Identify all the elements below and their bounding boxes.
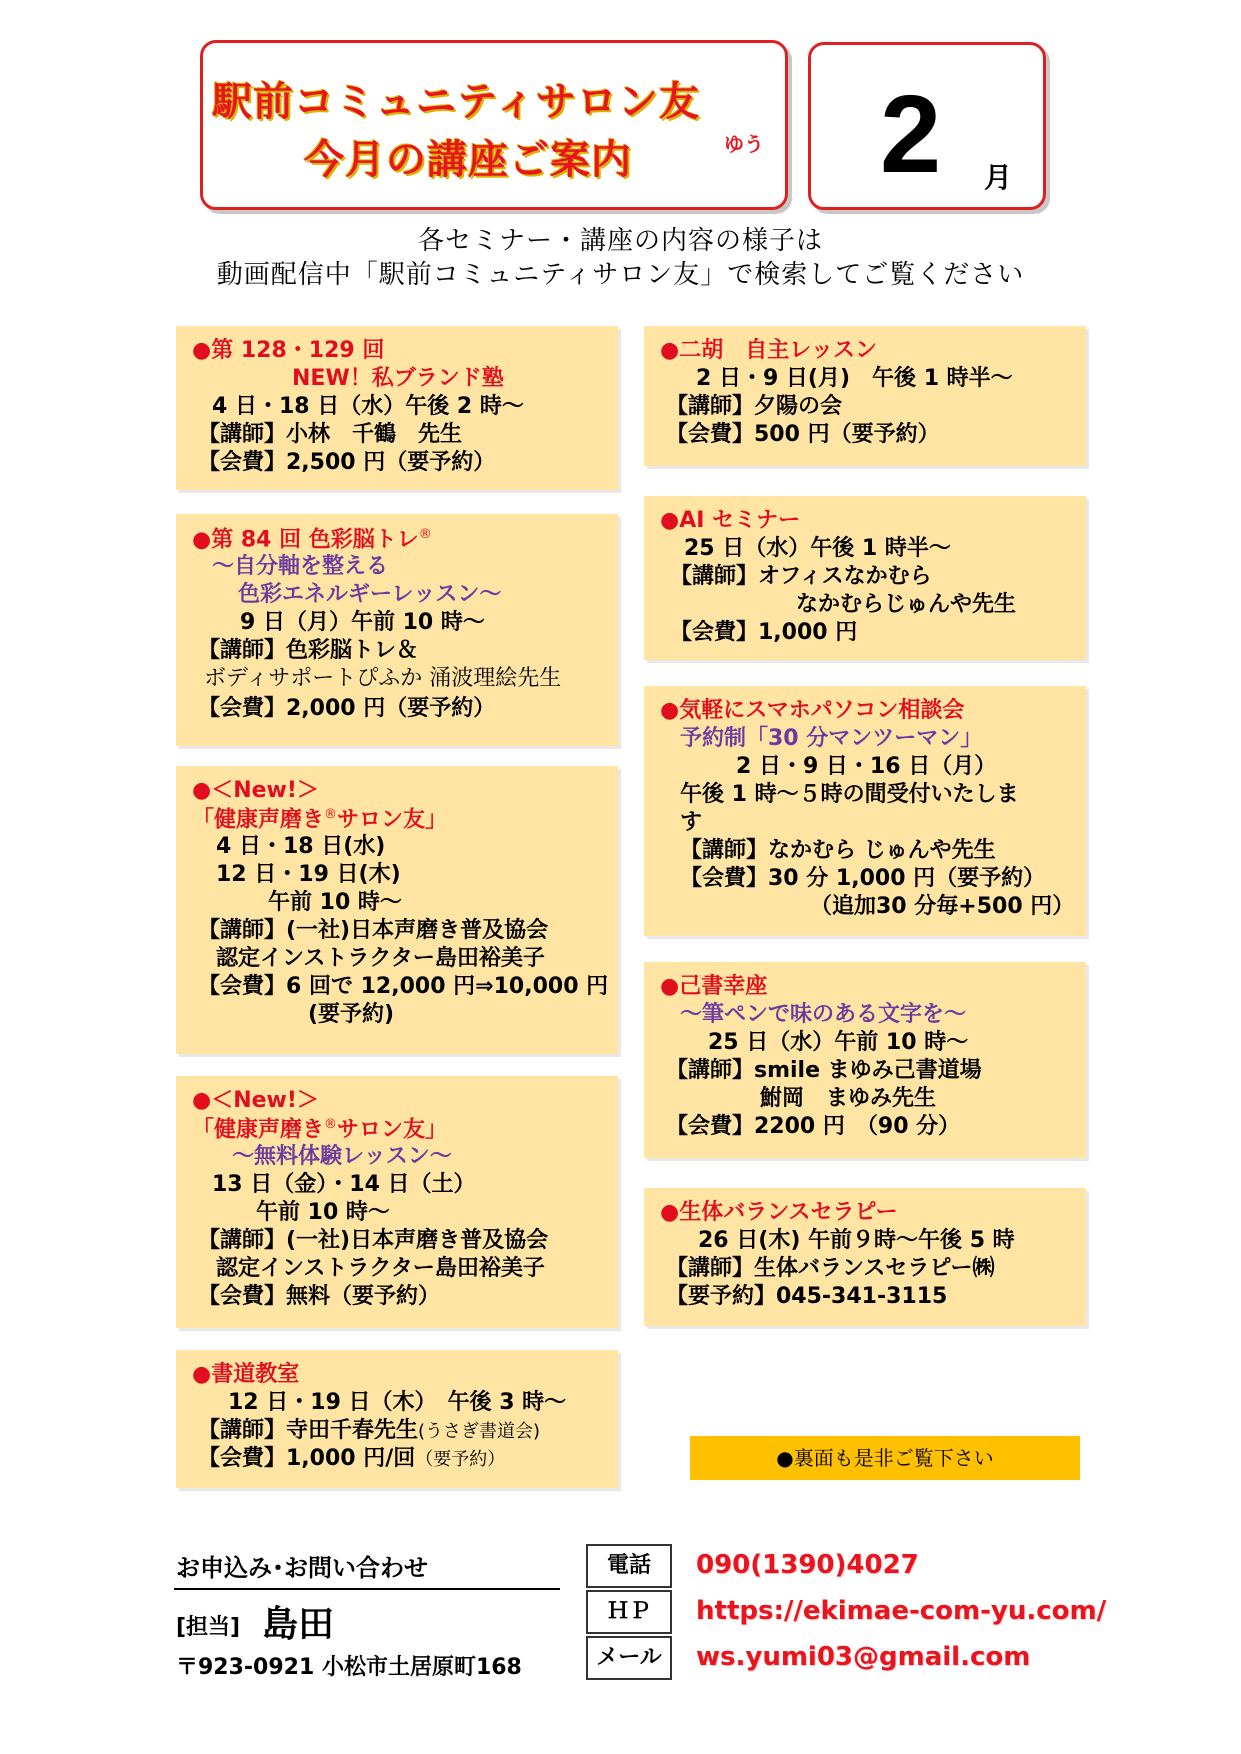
title-ruby: ゆう bbox=[724, 132, 764, 156]
event-subtitle: 予約制「30 分マンツーマン」 bbox=[680, 726, 983, 751]
event-date: 9 日（月）午前 10 時～ bbox=[240, 610, 485, 635]
event-time: 午前 10 時～ bbox=[256, 1200, 390, 1225]
staff-label: [担当] bbox=[176, 1615, 241, 1640]
event-fee-note: （追加30 分毎+500 円） bbox=[810, 894, 1075, 919]
event-instructor-detail: 鮒岡 まゆみ先生 bbox=[760, 1086, 937, 1111]
event-card-shikisai bbox=[176, 514, 618, 746]
event-instructor: 【講師】(一社)日本声磨き普及協会 bbox=[198, 1228, 549, 1253]
event-date: 26 日(木) 午前９時～午後 5 時 bbox=[698, 1228, 1015, 1253]
event-title-text: ●第 84 回 色彩脳トレ bbox=[192, 527, 419, 553]
event-card-niko bbox=[644, 326, 1086, 466]
event-instructor: 【講師】色彩脳トレ＆ bbox=[198, 638, 419, 663]
email-address[interactable]: ws.yumi03@gmail.com bbox=[696, 1642, 1031, 1672]
event-instructor-detail: ボディサポートぴふか 涌波理絵先生 bbox=[204, 666, 562, 691]
event-card-shodo bbox=[176, 1350, 618, 1488]
event-fee: 【会費】1,000 円 bbox=[670, 620, 858, 645]
event-date: 12 日・19 日（木） 午後 3 時～ bbox=[228, 1390, 567, 1415]
event-fee-note: (要予約) bbox=[308, 1002, 395, 1027]
event-instructor: 【講師】生体バランスセラピー㈱ bbox=[666, 1256, 995, 1281]
title-line2: 今月の講座ご案内 bbox=[304, 137, 632, 183]
event-time: 午前 10 時～ bbox=[268, 890, 402, 915]
event-title: ●書道教室 bbox=[192, 1362, 300, 1387]
event-date: 4 日・18 日(水) bbox=[216, 834, 386, 859]
event-instructor bbox=[198, 1420, 540, 1442]
event-card-koemigaki bbox=[176, 766, 618, 1054]
event-title: ●生体バランスセラピー bbox=[660, 1200, 898, 1225]
event-subtitle: ～無料体験レッスン～ bbox=[232, 1144, 452, 1169]
event-subtitle: ～自分軸を整える bbox=[212, 554, 389, 579]
event-title: ●己書幸座 bbox=[660, 974, 768, 999]
event-card-ai-seminar bbox=[644, 496, 1086, 660]
event-fee-note: （要予約） bbox=[415, 1449, 506, 1470]
title-line1: 駅前コミュニティサロン友 bbox=[212, 79, 700, 125]
event-instructor-name: 【講師】寺田千春先生 bbox=[198, 1418, 419, 1443]
back-side-note: ●裏面も是非ご覧下さい bbox=[690, 1436, 1080, 1480]
event-fee-amount: 【会費】1,000 円/回 bbox=[198, 1446, 416, 1471]
event-fee: 【会費】無料（要予約） bbox=[198, 1284, 441, 1309]
registered-mark: ® bbox=[324, 807, 338, 822]
event-card-onoresho bbox=[644, 962, 1086, 1158]
month-number: 2 bbox=[880, 73, 942, 196]
phone-number[interactable]: 090(1390)4027 bbox=[696, 1550, 919, 1580]
homepage-link[interactable]: https://ekimae-com-yu.com/ bbox=[696, 1596, 1107, 1626]
event-reservation-phone: 【要予約】045-341-3115 bbox=[666, 1284, 948, 1309]
inquiry-underline bbox=[174, 1588, 560, 1590]
event-instructor: 【講師】小林 千鶴 先生 bbox=[198, 422, 463, 447]
event-title: ●二胡 自主レッスン bbox=[660, 338, 877, 363]
event-title: ●気軽にスマホパソコン相談会 bbox=[660, 698, 965, 723]
event-subtitle: NEW！私ブランド塾 bbox=[292, 366, 504, 391]
event-fee: 【会費】30 分 1,000 円（要予約） bbox=[680, 866, 1046, 891]
event-date: 4 日・18 日（水）午後 2 時～ bbox=[212, 394, 524, 419]
event-card-smartphone bbox=[644, 686, 1086, 936]
event-instructor-org: (うさぎ書道会) bbox=[418, 1421, 541, 1442]
event-subtitle-a: 「健康声磨き bbox=[192, 807, 325, 833]
event-instructor: 【講師】夕陽の会 bbox=[666, 394, 843, 419]
event-title: ●AI セミナー bbox=[660, 508, 801, 533]
event-card-koemigaki-trial bbox=[176, 1076, 618, 1328]
event-date: 2 日・9 日(月) 午後 1 時半～ bbox=[696, 366, 1013, 391]
event-instructor: 【講師】(一社)日本声磨き普及協会 bbox=[198, 918, 549, 943]
inquiry-heading: お申込み･お問い合わせ bbox=[176, 1554, 428, 1582]
event-date: 13 日（金）・14 日（土） bbox=[212, 1172, 476, 1197]
event-time: 午後 1 時～５時の間受付いたしま bbox=[680, 782, 1019, 807]
subtitle-line1: 各セミナー・講座の内容の様子は bbox=[417, 226, 823, 256]
phone-label: 電話 bbox=[586, 1544, 672, 1588]
event-date: 25 日（水）午前 10 時～ bbox=[708, 1030, 969, 1055]
event-date: 12 日・19 日(木) bbox=[216, 862, 401, 887]
event-fee: 【会費】2,000 円（要予約） bbox=[198, 696, 496, 721]
event-title: ●第 128・129 回 bbox=[192, 338, 385, 363]
event-instructor-detail: 認定インストラクター島田裕美子 bbox=[216, 1256, 545, 1281]
event-instructor: 【講師】オフィスなかむら bbox=[670, 564, 932, 589]
mail-label: メール bbox=[586, 1636, 672, 1680]
event-time-cont: す bbox=[680, 810, 703, 835]
event-date: 2 日・9 日・16 日（月） bbox=[736, 754, 997, 779]
registered-mark: ® bbox=[418, 527, 432, 542]
event-instructor-detail: 認定インストラクター島田裕美子 bbox=[216, 946, 545, 971]
event-subtitle-b: サロン友」 bbox=[337, 1117, 448, 1143]
event-subtitle bbox=[192, 1118, 447, 1141]
event-subtitle: 色彩エネルギーレッスン～ bbox=[238, 582, 502, 607]
event-instructor-detail: なかむらじゅんや先生 bbox=[796, 592, 1017, 617]
event-card-brand-juku bbox=[176, 326, 618, 490]
event-title: ●＜New!＞ bbox=[192, 778, 319, 803]
address: 〒923-0921 小松市土居原町168 bbox=[176, 1655, 522, 1680]
event-instructor: 【講師】なかむら じゅんや先生 bbox=[680, 838, 996, 863]
event-subtitle: ～筆ペンで味のある文字を～ bbox=[680, 1002, 967, 1027]
event-fee: 【会費】2200 円 （90 分） bbox=[666, 1114, 961, 1139]
event-fee: 【会費】2,500 円（要予約） bbox=[198, 450, 496, 475]
staff-name: 島田 bbox=[262, 1604, 335, 1645]
event-subtitle bbox=[192, 808, 447, 831]
event-fee bbox=[198, 1448, 505, 1470]
event-subtitle-b: サロン友」 bbox=[337, 807, 448, 833]
event-instructor: 【講師】smile まゆみ己書道場 bbox=[666, 1058, 982, 1083]
event-fee: 【会費】500 円（要予約） bbox=[666, 422, 940, 447]
event-title bbox=[192, 528, 432, 551]
event-date: 25 日（水）午後 1 時半～ bbox=[684, 536, 951, 561]
event-fee: 【会費】6 回で 12,000 円⇒10,000 円 bbox=[198, 974, 609, 999]
subtitle-line2: 動画配信中「駅前コミュニティサロン友」で検索してご覧ください bbox=[216, 260, 1025, 290]
registered-mark: ® bbox=[324, 1117, 338, 1132]
event-title: ●＜New!＞ bbox=[192, 1088, 319, 1113]
hp-label: ＨＰ bbox=[586, 1590, 672, 1634]
event-subtitle-a: 「健康声磨き bbox=[192, 1117, 325, 1143]
event-card-seitai-balance bbox=[644, 1188, 1086, 1326]
month-unit: 月 bbox=[984, 161, 1013, 194]
